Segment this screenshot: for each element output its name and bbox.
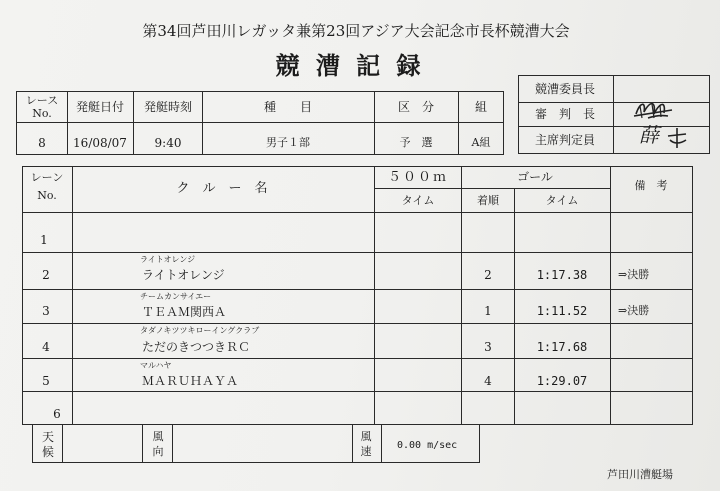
tournament-title: 第34回芦田川レガッタ兼第23回アジア大会記念市長杯競漕大会	[142, 22, 570, 40]
event-value: 男子１部	[266, 136, 310, 149]
referee-signature	[628, 98, 688, 122]
crew-header: ク ル ー 名	[176, 181, 268, 196]
finish-rank: 1	[484, 304, 492, 318]
time-header: 発艇時刻	[143, 100, 193, 114]
chief-judge-signature-mark	[664, 126, 692, 150]
remark: ⇒決勝	[618, 268, 650, 281]
time-value: 9:40	[154, 136, 182, 150]
crew-kana: チームカンサイエー	[140, 292, 212, 301]
lane-number: 4	[42, 340, 50, 354]
distance-500m-header: ５００ｍ	[387, 170, 449, 185]
race-no-header: レース	[25, 94, 59, 107]
wind-direction-label-2: 向	[152, 445, 164, 458]
remark: ⇒決勝	[618, 304, 650, 317]
lane-header-sub: No.	[37, 189, 57, 202]
goal-time-header: タイム	[545, 194, 579, 207]
wind-speed-value: 0.00 m/sec	[397, 440, 458, 451]
wind-speed-label: 風	[360, 430, 372, 443]
date-value: 16/08/07	[73, 136, 127, 150]
crew-kana: ライトオレンジ	[140, 255, 196, 264]
lane-number: 2	[42, 268, 50, 282]
lane-number: 3	[42, 304, 50, 318]
committee-chair-label: 競漕委員長	[534, 82, 596, 96]
record-title: 競 漕 記 録	[275, 51, 425, 80]
finish-rank: 2	[484, 268, 492, 282]
lane-number: 5	[42, 374, 50, 388]
lane-number: 1	[40, 233, 48, 247]
lane-number: 6	[53, 407, 61, 421]
crew-name: ＭＡＲＵＨＡＹＡ	[142, 374, 239, 388]
chief-judge-signature: 薛	[639, 123, 659, 147]
finish-time: 1:17.38	[536, 268, 588, 282]
rank-header: 着順	[477, 194, 499, 207]
finish-time: 1:29.07	[536, 374, 588, 388]
goal-header: ゴール	[517, 170, 553, 184]
remarks-header: 備 考	[634, 179, 668, 192]
referee-chair-label: 審 判 長	[534, 107, 596, 121]
lane-header: レーン	[30, 171, 64, 184]
crew-name: ライトオレンジ	[142, 268, 225, 282]
race-no-value: 8	[38, 136, 46, 150]
chief-judge-label: 主席判定員	[534, 133, 596, 147]
event-header: 種 目	[263, 100, 313, 114]
date-header: 発艇日付	[75, 100, 125, 114]
time-500m-header: タイム	[401, 194, 435, 207]
finish-time: 1:11.52	[536, 304, 588, 318]
crew-kana: タダノキツツキローイングクラブ	[140, 326, 260, 335]
finish-rank: 4	[484, 374, 492, 388]
weather-label-2: 候	[41, 445, 55, 459]
finish-rank: 3	[484, 340, 492, 354]
venue-name: 芦田川漕艇場	[607, 468, 673, 481]
weather-label: 天	[41, 430, 55, 444]
division-header: 区 分	[397, 100, 435, 114]
wind-direction-label: 風	[152, 430, 164, 443]
group-value: A組	[471, 136, 491, 149]
crew-kana: マルハヤ	[140, 361, 172, 370]
finish-time: 1:17.68	[536, 340, 588, 354]
race-no-header-sub: No.	[32, 107, 52, 120]
group-header: 組	[474, 100, 488, 114]
wind-speed-label-2: 速	[360, 445, 372, 458]
crew-name: ただのきつつきＲＣ	[142, 340, 251, 354]
division-value: 予 選	[399, 136, 433, 149]
crew-name: ＴＥＡＭ関西Ａ	[142, 305, 227, 319]
